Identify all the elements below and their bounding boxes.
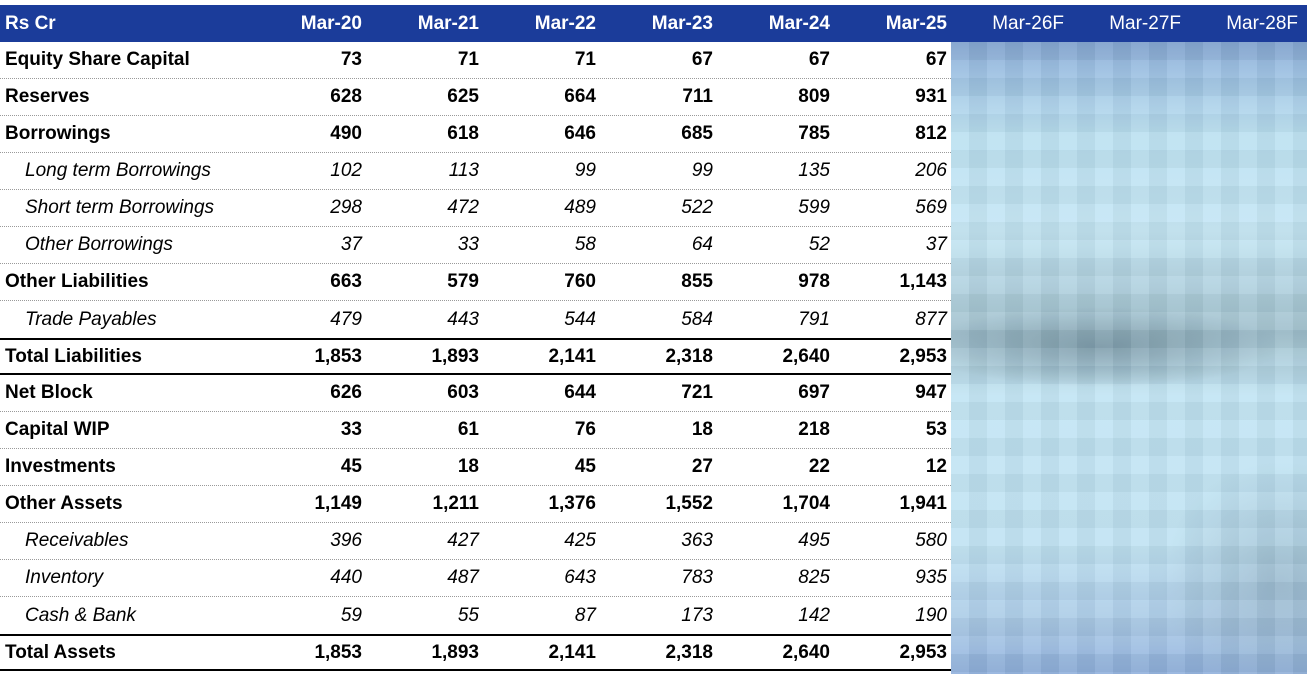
cell-value: 33 (340, 419, 362, 440)
cell-value: 71 (457, 49, 479, 70)
blurred-forecast-area (951, 42, 1307, 674)
cell-value: 1,376 (548, 493, 596, 514)
cell-value: 825 (798, 567, 830, 588)
cell-value: 173 (681, 604, 713, 626)
col-header: Mar-20 (300, 12, 362, 34)
cell-value: 1,941 (899, 493, 947, 514)
cell-value: 45 (340, 456, 362, 477)
cell-value: 61 (457, 419, 479, 440)
cell-value: 2,318 (665, 345, 713, 367)
cell-value: 855 (681, 271, 713, 292)
cell-value: 947 (915, 382, 947, 403)
cell-value: 18 (457, 456, 479, 477)
cell-value: 45 (574, 456, 596, 477)
row-label: Investments (5, 456, 116, 477)
cell-value: 599 (798, 197, 830, 218)
forecast-col-header: Mar-28F (1226, 12, 1298, 34)
cell-value: 809 (798, 86, 830, 107)
row-label: Trade Payables (25, 308, 157, 330)
cell-value: 487 (447, 567, 479, 588)
cell-value: 218 (798, 419, 830, 440)
cell-value: 99 (574, 160, 596, 181)
cell-value: 663 (330, 271, 362, 292)
cell-value: 59 (340, 604, 362, 626)
row-label: Receivables (25, 530, 129, 551)
row-label: Inventory (25, 567, 104, 588)
cell-value: 644 (564, 382, 596, 403)
cell-value: 1,704 (782, 493, 830, 514)
cell-value: 544 (564, 308, 596, 330)
cell-value: 87 (574, 604, 596, 626)
row-label: Cash & Bank (25, 604, 136, 626)
cell-value: 697 (798, 382, 830, 403)
cell-value: 190 (915, 604, 947, 626)
cell-value: 2,141 (548, 641, 596, 663)
cell-value: 12 (925, 456, 947, 477)
cell-value: 760 (564, 271, 596, 292)
cell-value: 664 (564, 86, 596, 107)
cell-value: 1,893 (431, 345, 479, 367)
col-header: Mar-25 (885, 12, 947, 34)
cell-value: 579 (447, 271, 479, 292)
cell-value: 625 (447, 86, 479, 107)
cell-value: 206 (915, 160, 947, 181)
cell-value: 76 (574, 419, 596, 440)
cell-value: 569 (915, 197, 947, 218)
cell-value: 1,143 (899, 271, 947, 292)
cell-value: 99 (691, 160, 713, 181)
row-label: Capital WIP (5, 419, 110, 440)
cell-value: 52 (808, 234, 830, 255)
row-label: Net Block (5, 382, 93, 403)
row-label: Equity Share Capital (5, 49, 190, 70)
row-label: Other Borrowings (25, 234, 173, 255)
cell-value: 64 (691, 234, 713, 255)
cell-value: 935 (915, 567, 947, 588)
cell-value: 931 (915, 86, 947, 107)
cell-value: 1,552 (665, 493, 713, 514)
cell-value: 55 (457, 604, 479, 626)
cell-value: 783 (681, 567, 713, 588)
cell-value: 721 (681, 382, 713, 403)
cell-value: 443 (447, 308, 479, 330)
cell-value: 37 (925, 234, 947, 255)
cell-value: 67 (808, 49, 830, 70)
col-header: Mar-23 (651, 12, 713, 34)
cell-value: 298 (330, 197, 362, 218)
cell-value: 603 (447, 382, 479, 403)
forecast-col-header: Mar-27F (1109, 12, 1181, 34)
cell-value: 2,640 (782, 345, 830, 367)
table-header (0, 5, 1307, 42)
forecast-col-header: Mar-26F (992, 12, 1064, 34)
cell-value: 2,141 (548, 345, 596, 367)
cell-value: 2,318 (665, 641, 713, 663)
cell-value: 522 (681, 197, 713, 218)
cell-value: 1,149 (314, 493, 362, 514)
cell-value: 791 (798, 308, 830, 330)
cell-value: 37 (340, 234, 362, 255)
cell-value: 584 (681, 308, 713, 330)
cell-value: 626 (330, 382, 362, 403)
cell-value: 978 (798, 271, 830, 292)
row-label: Reserves (5, 86, 90, 107)
row-label: Borrowings (5, 123, 111, 144)
col-header: Mar-21 (417, 12, 479, 34)
row-label: Long term Borrowings (25, 160, 211, 181)
cell-value: 58 (574, 234, 596, 255)
cell-value: 425 (564, 530, 596, 551)
cell-value: 685 (681, 123, 713, 144)
cell-value: 102 (330, 160, 362, 181)
cell-value: 877 (915, 308, 947, 330)
cell-value: 53 (925, 419, 947, 440)
row-label: Other Liabilities (5, 271, 149, 292)
cell-value: 135 (798, 160, 830, 181)
cell-value: 1,211 (432, 493, 479, 514)
cell-value: 489 (564, 197, 596, 218)
cell-value: 643 (564, 567, 596, 588)
cell-value: 33 (457, 234, 479, 255)
cell-value: 18 (691, 419, 713, 440)
cell-value: 646 (564, 123, 596, 144)
row-label: Short term Borrowings (25, 197, 215, 218)
row-label: Other Assets (5, 493, 123, 514)
cell-value: 2,953 (899, 641, 947, 663)
cell-value: 495 (798, 530, 830, 551)
row-label: Total Assets (5, 641, 116, 663)
cell-value: 142 (798, 604, 830, 626)
cell-value: 2,640 (782, 641, 830, 663)
cell-value: 27 (691, 456, 713, 477)
row-label: Total Liabilities (5, 345, 142, 367)
cell-value: 440 (330, 567, 362, 588)
cell-value: 67 (691, 49, 713, 70)
cell-value: 812 (915, 123, 947, 144)
cell-value: 490 (330, 123, 362, 144)
cell-value: 1,853 (314, 641, 362, 663)
cell-value: 396 (330, 530, 362, 551)
cell-value: 1,893 (431, 641, 479, 663)
cell-value: 711 (682, 86, 713, 107)
cell-value: 628 (330, 86, 362, 107)
cell-value: 67 (925, 49, 947, 70)
col-header: Mar-24 (768, 12, 830, 34)
cell-value: 363 (681, 530, 713, 551)
cell-value: 580 (915, 530, 947, 551)
col-header: Mar-22 (534, 12, 596, 34)
cell-value: 785 (798, 123, 830, 144)
cell-value: 113 (448, 160, 479, 181)
cell-value: 479 (330, 308, 362, 330)
cell-value: 22 (808, 456, 830, 477)
cell-value: 2,953 (899, 345, 947, 367)
cell-value: 472 (447, 197, 479, 218)
cell-value: 71 (574, 49, 596, 70)
cell-value: 73 (340, 49, 362, 70)
cell-value: 427 (447, 530, 479, 551)
unit-label: Rs Cr (5, 12, 56, 34)
cell-value: 1,853 (314, 345, 362, 367)
cell-value: 618 (447, 123, 479, 144)
